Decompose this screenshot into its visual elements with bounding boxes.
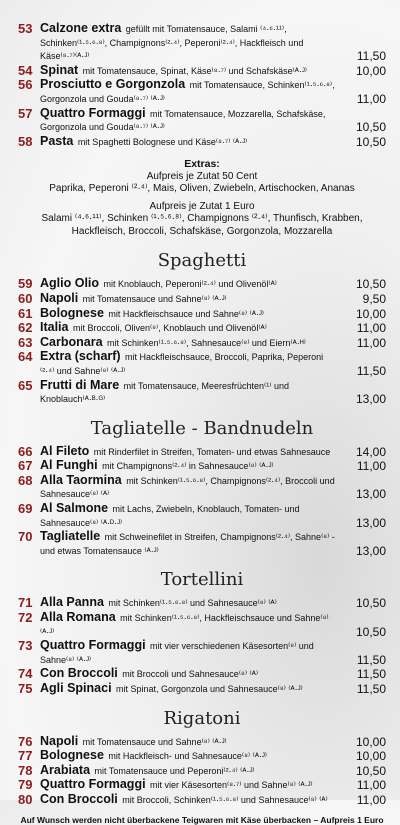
extras-line: Aufpreis je Zutat 1 Euro	[149, 200, 255, 212]
item-body	[40, 459, 338, 473]
item-body	[40, 596, 338, 610]
item-price: 11,00	[356, 792, 386, 807]
item-body	[40, 639, 338, 666]
item-number: 74	[18, 666, 33, 682]
section-title-tagliatelle: Tagliatelle - Bandnudeln	[90, 417, 314, 439]
item-price: 11,50	[356, 652, 386, 667]
item-number: 56	[18, 77, 33, 93]
item-body	[40, 502, 338, 529]
menu-item	[18, 502, 386, 529]
section-title-rigatoni: Rigatoni	[163, 707, 241, 729]
item-description: mit vier Käsesorten⁽⁸·⁷⁾ und Sahne⁽⁸⁾ ⁽ᴬ·ᴶ⁾	[150, 780, 313, 791]
menu-item	[18, 639, 386, 666]
item-name: Alla Panna	[40, 595, 104, 610]
item-body	[40, 474, 338, 501]
item-number: 67	[18, 458, 33, 474]
menu-item	[18, 764, 386, 778]
item-body	[40, 292, 338, 306]
item-name: Al Funghi	[40, 458, 98, 473]
item-price: 10,50	[355, 134, 386, 149]
item-number: 75	[18, 681, 33, 696]
item-price: 10,50	[355, 120, 386, 135]
item-description: mit Hackfleisch- und Sahnesauce⁽⁸⁾ ⁽ᴬ·ᴶ⁾	[108, 751, 267, 762]
item-description: mit Broccoli, Schinken⁽¹·⁵·⁶·⁸⁾ und Sahnesauce⁽⁸⁾ ⁽ᴬ⁾	[122, 794, 328, 805]
item-name: Pasta	[40, 133, 74, 148]
menu-item	[18, 78, 386, 105]
item-price: 10,50	[355, 624, 386, 639]
item-name: Al Salmone	[40, 501, 109, 516]
extras-heading: Extras:	[184, 158, 220, 171]
tagliatelle-list	[18, 445, 386, 558]
item-number: 71	[18, 595, 33, 611]
item-body	[40, 764, 338, 778]
item-number: 61	[18, 305, 33, 321]
item-description: gefüllt mit Tomatensauce, Salami ⁽⁴·⁶·¹¹⁾, Schinken⁽¹·⁵·⁶·⁸⁾, Champignons⁽²·⁴⁾, Peperoni⁽²·⁴⁾, Hackfleisch und Käse⁽⁸·⁷⁾⁽ᴬ·ᴶ⁾	[40, 24, 304, 62]
item-description: mit vier verschiedenen Käsesorten⁽⁸⁾ und Sahne⁽⁸⁾ ⁽ᴬ·ᴶ⁾	[40, 641, 314, 665]
item-price: 13,00	[355, 515, 386, 530]
item-name: Quattro Formaggi	[40, 105, 146, 120]
item-description: mit Schinken⁽¹·⁵·⁶·⁸⁾, Sahnesauce⁽⁸⁾ und Eiern⁽ᴬ·ᴴ⁾	[106, 337, 306, 348]
item-number: 60	[18, 290, 33, 306]
item-name: Prosciutto e Gorgonzola	[40, 77, 186, 92]
item-body	[40, 749, 338, 763]
item-price: 10,50	[355, 277, 386, 292]
item-body	[40, 107, 338, 134]
item-number: 78	[18, 762, 33, 778]
item-number: 68	[18, 472, 33, 488]
pizza-list	[18, 22, 386, 148]
item-number: 53	[18, 21, 33, 36]
item-price: 14,00	[355, 444, 386, 459]
item-name: Tagliatelle	[40, 529, 101, 544]
item-description: mit Tomatensauce und Sahne⁽⁸⁾ ⁽ᴬ·ᴶ⁾	[82, 293, 227, 304]
item-description: mit Rinderfilet in Streifen, Tomaten- und etwas Sahnesauce	[93, 446, 331, 457]
menu-item	[18, 107, 386, 134]
item-body	[40, 78, 338, 105]
item-name: Con Broccoli	[40, 666, 118, 681]
item-name: Bolognese	[40, 305, 104, 320]
item-number: 63	[18, 334, 33, 350]
item-number: 76	[18, 733, 33, 749]
menu-item	[18, 292, 386, 306]
item-name: Arabiata	[40, 762, 91, 777]
item-price: 11,50	[356, 682, 386, 696]
item-name: Al Fileto	[40, 443, 90, 458]
item-number: 54	[18, 62, 33, 78]
menu-item	[18, 445, 386, 459]
item-name: Agli Spinaci	[40, 681, 112, 695]
item-name: Quattro Formaggi	[40, 777, 146, 792]
item-body	[40, 277, 338, 291]
menu-item	[18, 530, 386, 557]
item-number: 73	[18, 638, 33, 654]
item-body	[40, 445, 338, 459]
item-price: 11,00	[356, 321, 386, 336]
item-price: 10,00	[355, 63, 386, 78]
item-description: mit Tomatensauce und Sahne⁽⁸⁾ ⁽ᴬ·ᴶ⁾	[82, 736, 227, 747]
item-description: mit Hackfleischsauce und Sahne⁽⁸⁾ ⁽ᴬ·ᴶ⁾	[108, 308, 264, 319]
extras-line: Aufpreis je Zutat 50 Cent	[146, 170, 258, 182]
item-body	[40, 350, 338, 377]
menu-item	[18, 682, 386, 696]
item-body	[40, 530, 338, 557]
menu-item	[18, 307, 386, 321]
rigatoni-list	[18, 735, 386, 807]
item-number: 69	[18, 501, 33, 517]
item-body	[40, 22, 338, 63]
item-price: 10,00	[355, 734, 386, 749]
footer-note: Auf Wunsch werden nicht überbackene Teigwaren mit Käse überbacken – Aufpreis 1 Euro	[20, 814, 384, 825]
item-number: 72	[18, 610, 33, 626]
item-price: 13,00	[355, 487, 386, 502]
item-price: 10,50	[355, 596, 386, 611]
item-price: 10,00	[355, 306, 386, 321]
item-price: 10,50	[355, 763, 386, 778]
item-body	[40, 336, 338, 350]
item-description: mit Broccoli, Oliven⁽⁹⁾, Knoblauch und Olivenöl⁽ᴬ⁾	[72, 323, 267, 334]
item-price: 9,50	[362, 291, 386, 306]
menu-item	[18, 778, 386, 792]
item-number: 62	[18, 320, 33, 336]
item-description: mit Tomatensauce, Schinken⁽¹·⁵·⁶·⁸⁾, Gorgonzola und Gouda⁽⁸·⁷⁾ ⁽ᴬ·ᴶ⁾	[40, 80, 335, 104]
item-price: 11,50	[356, 49, 386, 64]
section-title-spaghetti: Spaghetti	[157, 250, 247, 272]
item-description: mit Tomatensauce und Peperoni⁽²·⁴⁾ ⁽ᴬ·ᴶ⁾	[94, 765, 255, 776]
item-price: 11,00	[356, 778, 386, 793]
item-name: Alla Romana	[40, 610, 116, 625]
item-body	[40, 321, 338, 335]
menu-item	[18, 277, 386, 291]
item-description: mit Tomatensauce, Mozzarella, Schafskäse, Gorgonzola und Gouda⁽⁸·⁷⁾ ⁽ᴬ·ᴶ⁾	[40, 108, 326, 133]
menu-item	[18, 321, 386, 335]
item-description: mit Champignons⁽²·⁴⁾ in Sahnesauce⁽⁸⁾ ⁽ᴬ·ᴶ⁾	[102, 461, 274, 472]
item-price: 11,00	[356, 91, 386, 106]
item-number: 66	[18, 443, 33, 459]
item-number: 77	[18, 748, 33, 764]
item-description: mit Broccoli und Sahnesauce⁽⁸⁾ ⁽ᴬ⁾	[122, 669, 259, 680]
item-description: mit Knoblauch, Peperoni⁽²·⁴⁾ und Olivenöl⁽ᴬ⁾	[103, 279, 277, 290]
item-number: 70	[18, 529, 33, 545]
item-number: 80	[18, 791, 33, 807]
item-price: 10,00	[355, 749, 386, 764]
item-number: 57	[18, 105, 33, 121]
menu-item	[18, 379, 386, 406]
item-name: Bolognese	[40, 748, 104, 763]
item-name: Napoli	[40, 290, 79, 305]
item-price: 11,00	[356, 335, 386, 350]
item-description: mit Spinat, Gorgonzola und Sahnesauce⁽⁸⁾ ⁽ᴬ·ᴶ⁾	[116, 684, 303, 694]
item-number: 58	[18, 133, 33, 149]
item-body	[40, 735, 338, 749]
menu-item	[18, 749, 386, 763]
extras-line: Hackfleisch, Broccoli, Schafskäse, Gorgonzola, Mozzarella	[71, 225, 333, 237]
item-name: Aglio Olio	[40, 276, 100, 291]
item-name: Napoli	[40, 733, 79, 748]
item-body	[40, 667, 338, 681]
item-name: Carbonara	[40, 334, 103, 349]
menu-item	[18, 596, 386, 610]
item-description: mit Hackfleischsauce, Broccoli, Paprika, Peperoni ⁽²·⁴⁾ und Sahne⁽⁸⁾ ⁽ᴬ·ᴶ⁾	[40, 352, 324, 376]
item-number: 59	[18, 276, 33, 292]
item-price: 13,00	[355, 543, 386, 558]
item-name: Calzone extra	[40, 21, 122, 35]
section-title-tortellini: Tortellini	[160, 569, 244, 591]
item-price: 13,00	[355, 392, 386, 407]
item-description: mit Schweinefilet in Streifen, Champignons⁽²·⁴⁾, Sahne⁽⁸⁾ - und etwas Tomatensauce ⁽ᴬ·ᴶ⁾	[40, 532, 335, 556]
item-description: mit Schinken⁽¹·⁵·⁶·⁸⁾, Champignons⁽²·⁴⁾, Broccoli und Sahnesauce⁽⁸⁾ ⁽ᴬ⁾	[40, 475, 335, 500]
item-name: Alla Taormina	[40, 472, 122, 487]
item-name: Con Broccoli	[40, 791, 118, 806]
item-name: Frutti di Mare	[40, 377, 120, 392]
spaghetti-list	[18, 277, 386, 405]
menu-item	[18, 735, 386, 749]
item-description: mit Schinken⁽¹·⁵·⁶·⁸⁾ und Sahnesauce⁽⁸⁾ ⁽ᴬ⁾	[108, 598, 277, 609]
menu-item	[18, 459, 386, 473]
item-description: mit Spaghetti Bolognese und Käse⁽⁸·⁷⁾ ⁽ᴬ·ᴶ⁾	[77, 136, 248, 147]
item-price: 11,50	[356, 363, 386, 378]
item-body	[40, 379, 338, 406]
item-body	[40, 611, 338, 638]
menu-item	[18, 474, 386, 501]
item-description: mit Schinken⁽¹·⁵·⁶·⁸⁾, Hackfleischsauce und Sahne⁽⁸⁾ ⁽ᴬ·ᴶ⁾	[40, 613, 329, 637]
extras-box	[18, 158, 386, 238]
extras-line: Paprika, Peperoni ⁽²·⁴⁾, Mais, Oliven, Zwiebeln, Artischocken, Ananas	[49, 183, 355, 195]
item-body	[40, 778, 338, 792]
item-name: Italia	[40, 320, 69, 335]
item-description: mit Tomatensauce, Meeresfrüchten⁽¹⁾ und Knoblauch⁽ᴬ·ᴮ·ᴳ⁾	[40, 380, 289, 405]
item-number: 64	[18, 349, 33, 365]
menu-item	[18, 336, 386, 350]
item-price: 11,50	[356, 667, 386, 682]
menu-item	[18, 667, 386, 681]
item-number: 79	[18, 777, 33, 793]
item-name: Extra (scharf)	[40, 349, 121, 364]
item-name: Quattro Formaggi	[40, 638, 146, 653]
menu-item	[18, 22, 386, 63]
extras-line: Salami ⁽⁴·⁶·¹¹⁾, Schinken ⁽¹·⁵·⁶·⁸⁾, Champignons ⁽²·⁴⁾, Thunfisch, Krabben,	[41, 213, 363, 225]
item-body	[40, 135, 338, 149]
menu-item	[18, 64, 386, 78]
item-price: 11,00	[356, 459, 386, 474]
item-body	[40, 307, 338, 321]
item-name: Spinat	[40, 62, 79, 77]
item-body	[40, 682, 338, 696]
tortellini-list	[18, 596, 386, 695]
item-number: 65	[18, 377, 33, 393]
menu-item	[18, 135, 386, 149]
item-description: mit Lachs, Zwiebeln, Knoblauch, Tomaten- und Sahnesauce⁽⁸⁾ ⁽ᴬ·ᴰ·ᴶ⁾	[40, 504, 300, 528]
menu-item	[18, 350, 386, 377]
item-description: mit Tomatensauce, Spinat, Käse⁽⁸·⁷⁾ und Schafskäse⁽ᴬ·ᴶ⁾	[82, 65, 307, 76]
menu-item	[18, 611, 386, 638]
